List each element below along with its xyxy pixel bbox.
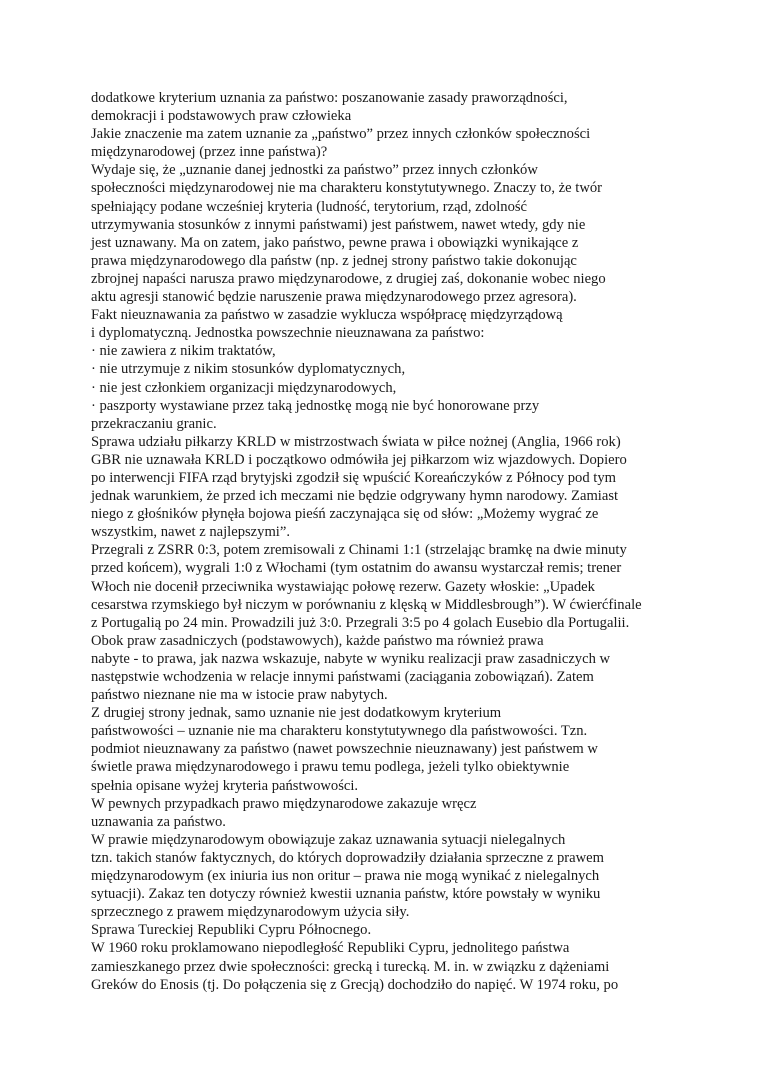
text-line: jest uznawany. Ma on zatem, jako państwo, pewne prawa i obowiązki wynikające z (91, 234, 579, 251)
text-line: Z drugiej strony jednak, samo uznanie nie jest dodatkowym kryterium (91, 705, 502, 722)
text-line: podmiot nieuznawany za państwo (nawet powszechnie nieuznawany) jest państwem w (91, 741, 598, 758)
text-line: · paszporty wystawiane przez taką jednostkę mogą nie być honorowane przy (91, 397, 540, 414)
text-line: przed końcem), wygrali 1:0 z Włochami (tym ostatnim do awansu wystarczał remis; trener (91, 560, 622, 577)
text-line: Sprawa udziału piłkarzy KRLD w mistrzostwach świata w piłce nożnej (Anglia, 1966 rok) (91, 433, 621, 450)
text-line: · nie utrzymuje z nikim stosunków dyplomatycznych, (91, 361, 406, 378)
text-line: po interwencji FIFA rząd brytyjski zgodził się wpuścić Koreańczyków z Północy pod tym (91, 469, 616, 486)
text-line: Greków do Enosis (tj. Do połączenia się z Grecją) dochodziło do napięć. W 1974 roku, po (91, 976, 619, 993)
text-line: świetle prawa międzynarodowego i prawu temu podlega, jeżeli tylko obiektywnie (91, 759, 570, 776)
text-line: Sprawa Tureckiej Republiki Cypru Północnego. (91, 922, 372, 939)
text-line: spełniający podane wcześniej kryteria (ludność, terytorium, rząd, zdolność (91, 198, 528, 215)
text-line: niego z głośników płynęła bojowa pieśń zaczynająca się od słów: „Możemy wygrać ze (91, 506, 599, 523)
text-line: przekraczaniu granic. (91, 415, 217, 432)
text-line: W 1960 roku proklamowano niepodległość Republiki Cypru, jednolitego państwa (91, 940, 570, 957)
text-line: prawa międzynarodowego dla państw (np. z jednej strony państwo takie dokonując (91, 252, 577, 269)
text-line: GBR nie uznawała KRLD i początkowo odmówiła jej piłkarzom wiz wjazdowych. Dopiero (91, 451, 627, 468)
text-line: aktu agresji stanowić będzie naruszenie prawa międzynarodowego przez agresora). (91, 289, 577, 306)
text-line: zbrojnej napaści narusza prawo międzynarodowe, z drugiej zaś, dokonanie wobec niego (91, 270, 606, 287)
text-line: państwowości – uznanie nie ma charakteru konstytutywnego dla państwowości. Tzn. (91, 723, 588, 740)
text-line: uznawania za państwo. (91, 813, 226, 830)
text-line: wszystkim, nawet z najlepszymi”. (91, 524, 290, 541)
text-line: Fakt nieuznawania za państwo w zasadzie wyklucza współpracę międzyrządową (91, 307, 563, 324)
text-line: następstwie wchodzenia w relacje innymi państwami (zaciągania zobowiązań). Zatem (91, 669, 594, 685)
text-line: utrzymywania stosunków z innymi państwami) jest państwem, nawet wtedy, gdy nie (91, 216, 586, 233)
text-line: Jakie znaczenie ma zatem uznanie za „państwo” przez innych członków społeczności (91, 126, 591, 143)
text-line: tzn. takich stanów faktycznych, do których doprowadziły działania sprzeczne z prawem (91, 849, 605, 866)
text-line: · nie jest członkiem organizacji międzynarodowych, (91, 379, 397, 396)
text-line: W prawie międzynarodowym obowiązuje zakaz uznawania sytuacji nielegalnych (91, 831, 566, 848)
text-line: W pewnych przypadkach prawo międzynarodowe zakazuje wręcz (91, 795, 477, 812)
text-line: nabyte - to prawa, jak nazwa wskazuje, nabyte w wyniku realizacji praw zasadniczych w (91, 650, 611, 667)
text-line: Włoch nie docenił przeciwnika wystawiając połowę rezerw. Gazety włoskie: „Upadek (91, 578, 595, 595)
text-line: demokracji i podstawowych praw człowieka (91, 108, 352, 125)
text-line: Obok praw zasadniczych (podstawowych), każde państwo ma również prawa (91, 632, 544, 649)
text-line: · nie zawiera z nikim traktatów, (91, 343, 276, 360)
text-line: cesarstwa rzymskiego był niczym w porównaniu z klęską w Middlesbrough”). W ćwierćfinale (91, 596, 642, 613)
text-line: międzynarodowej (przez inne państwa)? (91, 144, 328, 161)
text-line: dodatkowe kryterium uznania za państwo: poszanowanie zasady praworządności, (91, 90, 568, 106)
text-line: międzynarodowym (ex iniuria ius non oritur – prawa nie mogą wynikać z nielegalnych (91, 868, 600, 885)
text-line: z Portugalią po 24 min. Prowadzili już 3:0. Przegrali 3:5 po 4 golach Eusebio dla Portugalii. (91, 614, 630, 631)
text-line: państwo nieznane nie ma w istocie praw nabytych. (91, 687, 388, 704)
text-line: społeczności międzynarodowej nie ma charakteru konstytutywnego. Znaczy to, że twór (91, 180, 603, 197)
text-line: Wydaje się, że „uznanie danej jednostki za państwo” przez innych członków (91, 162, 538, 179)
text-line: Przegrali z ZSRR 0:3, potem zremisowali z Chinami 1:1 (strzelając bramkę na dwie minuty (91, 542, 627, 559)
text-line: jednak warunkiem, że przed ich meczami nie będzie odgrywany hymn narodowy. Zamiast (91, 488, 619, 505)
text-line: i dyplomatyczną. Jednostka powszechnie nieuznawana za państwo: (91, 325, 485, 342)
text-line: zamieszkanego przez dwie społeczności: grecką i turecką. M. in. w związku z dążeniami (91, 958, 610, 975)
document-page (91, 89, 731, 994)
text-line: sytuacji). Zakaz ten dotyczy również kwestii uznania państw, które powstały w wyniku (91, 886, 601, 903)
text-line: spełnia opisane wyżej kryteria państwowości. (91, 777, 359, 794)
text-line: sprzecznego z prawem międzynarodowym użycia siły. (91, 904, 410, 921)
